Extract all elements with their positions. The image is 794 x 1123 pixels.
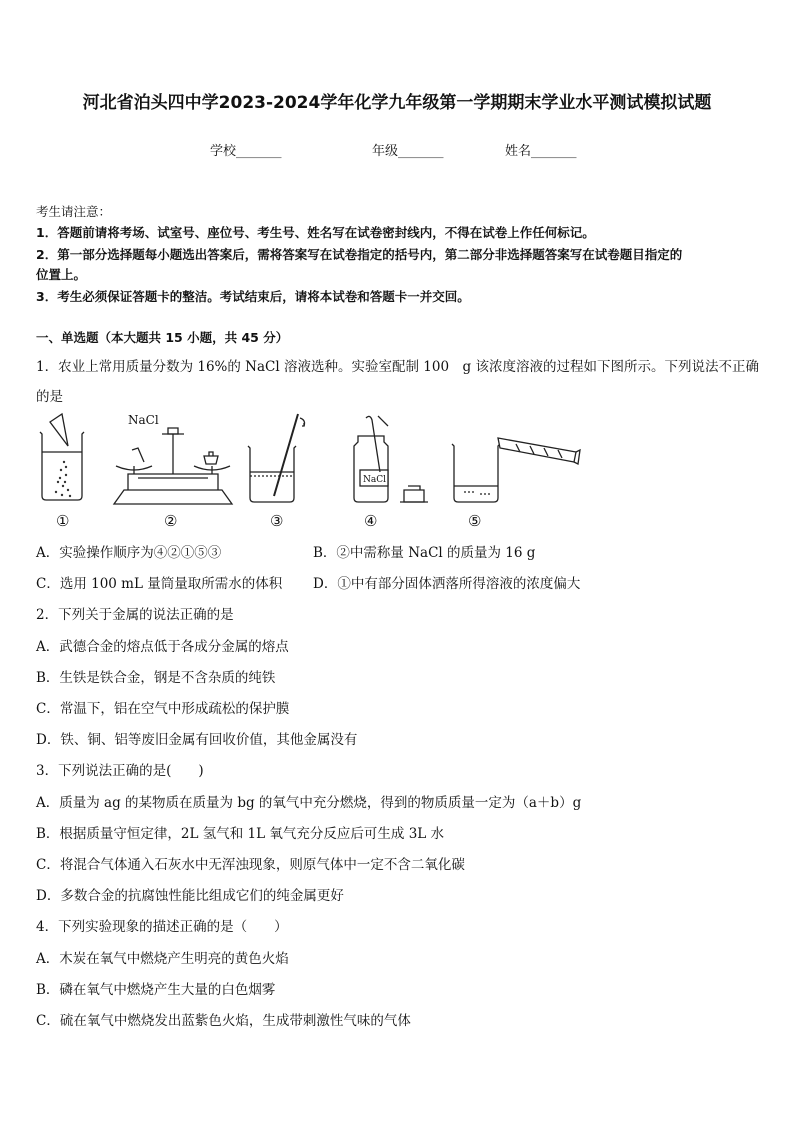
q4-option-b[interactable]: B．磷在氧气中燃烧产生大量的白色烟雾 xyxy=(36,982,276,998)
q1-option-a[interactable]: A．实验操作顺序为④②①⑤③ xyxy=(36,545,222,561)
school-field[interactable]: 学校_______ xyxy=(210,144,282,159)
q3-option-d[interactable]: D．多数合金的抗腐蚀性能比组成它们的纯金属更好 xyxy=(36,888,344,904)
bottle-label: NaCl xyxy=(363,475,387,485)
step4-reagent-bottle-icon xyxy=(354,416,428,502)
section-heading: 一、单选题（本大题共 15 小题，共 45 分） xyxy=(36,330,289,345)
step-label-4: ④ xyxy=(364,512,378,530)
q1-stem-line2: 的是 xyxy=(36,389,63,405)
note-item-1: 1．答题前请将考场、试室号、座位号、考生号、姓名写在试卷密封线内，不得在试卷上作任何标记。 xyxy=(36,225,595,240)
q4-stem: 4．下列实验现象的描述正确的是（ ） xyxy=(36,919,288,935)
experiment-diagram xyxy=(36,412,596,532)
nacl-label: NaCl xyxy=(128,413,159,427)
q2-option-c[interactable]: C．常温下，铝在空气中形成疏松的保护膜 xyxy=(36,701,290,717)
q1-stem-line1: 1．农业上常用质量分数为 16%的 NaCl 溶液选种。实验室配制 100 g 该浓度溶液的过程如下图所示。下列说法不正确 xyxy=(36,359,759,375)
q1-option-d[interactable]: D．①中有部分固体洒落所得溶液的浓度偏大 xyxy=(313,576,581,592)
step-label-3: ③ xyxy=(270,512,284,530)
q2-stem: 2．下列关于金属的说法正确的是 xyxy=(36,607,234,623)
q1-option-c[interactable]: C．选用 100 mL 量筒量取所需水的体积 xyxy=(36,576,283,592)
step5-beaker-cylinder-icon xyxy=(452,438,580,502)
step3-beaker-rod-icon xyxy=(248,414,305,502)
note-item-2-cont: 位置上。 xyxy=(36,267,87,282)
q3-option-c[interactable]: C．将混合气体通入石灰水中无浑浊现象，则原气体中一定不含二氧化碳 xyxy=(36,857,465,873)
step-label-2: ② xyxy=(164,512,178,530)
step-label-5: ⑤ xyxy=(468,512,482,530)
step1-beaker-icon xyxy=(40,414,84,500)
q4-option-a[interactable]: A．木炭在氧气中燃烧产生明亮的黄色火焰 xyxy=(36,951,289,967)
name-field[interactable]: 姓名_______ xyxy=(505,144,577,159)
q2-option-b[interactable]: B．生铁是铁合金，钢是不含杂质的纯铁 xyxy=(36,670,276,686)
grade-field[interactable]: 年级_______ xyxy=(372,144,444,159)
q3-stem: 3．下列说法正确的是( ) xyxy=(36,763,204,779)
q1-option-b[interactable]: B．②中需称量 NaCl 的质量为 16 g xyxy=(313,545,536,561)
exam-title: 河北省泊头四中学2023-2024学年化学九年级第一学期期末学业水平测试模拟试题 xyxy=(82,93,712,113)
note-item-3: 3．考生必须保证答题卡的整洁。考试结束后，请将本试卷和答题卡一并交回。 xyxy=(36,289,470,304)
q2-option-a[interactable]: A．武德合金的熔点低于各成分金属的熔点 xyxy=(36,639,289,655)
q1-experiment-figure xyxy=(36,412,596,532)
q2-option-d[interactable]: D．铁、铜、铝等废旧金属有回收价值，其他金属没有 xyxy=(36,732,358,748)
note-item-2: 2．第一部分选择题每小题选出答案后，需将答案写在试卷指定的括号内，第二部分非选择题答案写在试卷题目指定的 xyxy=(36,247,683,262)
q4-option-c[interactable]: C．硫在氧气中燃烧发出蓝紫色火焰，生成带刺激性气味的气体 xyxy=(36,1013,411,1029)
step-label-1: ① xyxy=(56,512,70,530)
notes-heading: 考生请注意： xyxy=(36,204,112,219)
q3-option-b[interactable]: B．根据质量守恒定律，2L 氢气和 1L 氧气充分反应后可生成 3L 水 xyxy=(36,826,445,842)
q3-option-a[interactable]: A．质量为 ag 的某物质在质量为 bg 的氧气中充分燃烧，得到的物质质量一定为（a＋b）g xyxy=(36,795,582,811)
step2-balance-icon xyxy=(114,428,232,504)
